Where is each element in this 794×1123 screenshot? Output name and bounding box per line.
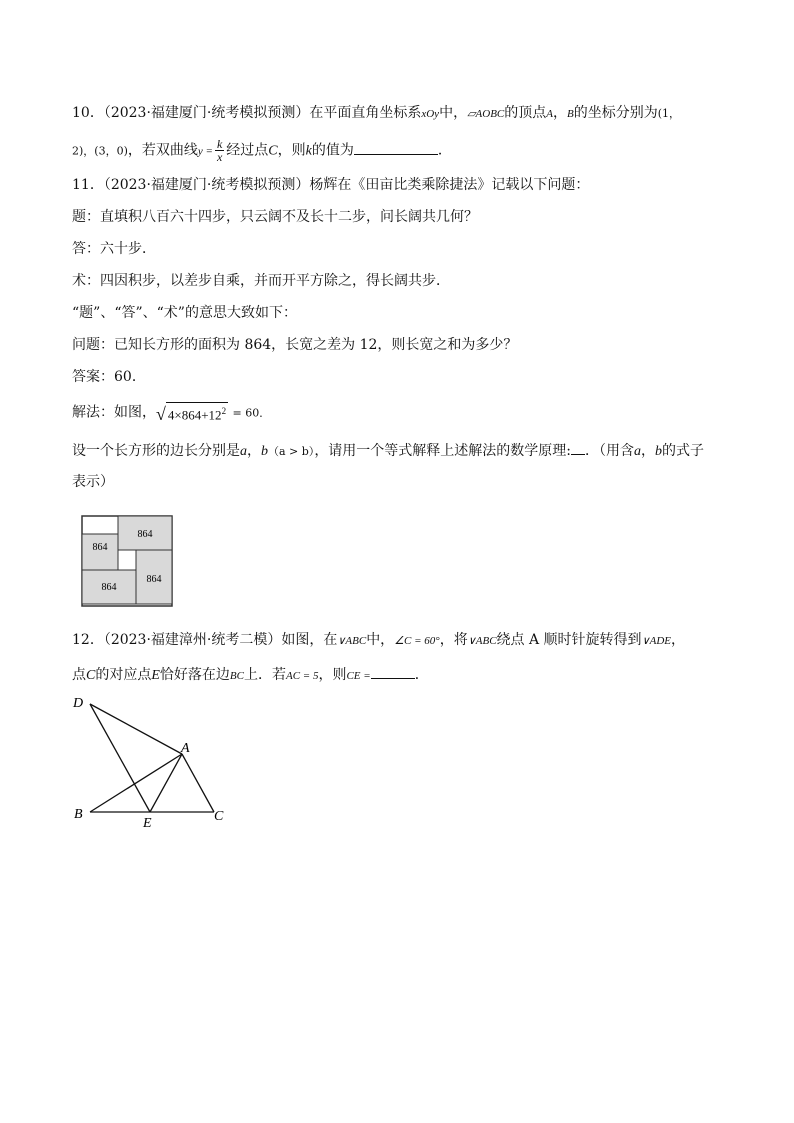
- q11-daan: 答案：60．: [72, 369, 146, 385]
- q11-intro: 杨辉在《田亩比类乘除捷法》记载以下问题：: [309, 177, 590, 193]
- q12-triangle-ade: ∨ADE: [641, 635, 671, 647]
- q10-coord-system: xOy: [421, 108, 440, 120]
- q11-comma: ，: [641, 443, 656, 459]
- q12-text: 上．若: [243, 667, 286, 683]
- q12-line1: [72, 630, 685, 651]
- q11-comma: ，: [247, 443, 261, 459]
- q10-text: ，: [553, 105, 567, 121]
- q10-frac-num: k: [216, 137, 223, 151]
- q12-text: 的对应点: [95, 667, 152, 683]
- q10-text: ，则: [277, 142, 306, 159]
- q10-point-a: A: [546, 108, 553, 120]
- q12-angle: ∠C = 60°: [394, 635, 440, 647]
- q12-end: ．: [414, 667, 429, 683]
- q12-line2: [72, 664, 429, 686]
- area-label: 864: [101, 582, 117, 593]
- segment-ac: [182, 754, 214, 812]
- label-e: E: [143, 816, 152, 831]
- q10-text: 中，: [439, 105, 468, 121]
- q12-source: （2023·福建漳州·统考二模）: [103, 632, 282, 648]
- q12-ac-value: AC = 5: [285, 670, 319, 682]
- q12-side-bc: BC: [229, 670, 244, 682]
- q12-answer-blank[interactable]: [371, 664, 415, 679]
- area-label: 864: [146, 574, 162, 585]
- q10-parallelogram: ▱AOBC: [467, 108, 505, 120]
- q12-number: 12．: [72, 632, 104, 648]
- q10-frac-den: x: [216, 150, 223, 164]
- q11-condition: （a > b）: [268, 445, 315, 458]
- q12-triangle-abc: ∨ABC: [467, 635, 497, 647]
- q11-setup-text: 设一个长方形的边长分别是: [72, 443, 240, 459]
- q12-text: ，则: [318, 667, 347, 683]
- q11-setup: [72, 440, 704, 462]
- q11-jiefa: [72, 402, 270, 424]
- q11-jiefa-label: 解法：如图，: [72, 404, 156, 421]
- q12-triangle-abc: ∨ABC: [337, 635, 367, 647]
- q12-ce-label: CE =: [346, 670, 371, 682]
- q10-number: 10．: [72, 105, 104, 121]
- area-label: 864: [137, 529, 153, 540]
- label-d: D: [73, 696, 84, 711]
- q11-setup-text: 的式子: [662, 443, 705, 459]
- q12-text: ，: [671, 632, 685, 648]
- q12-text: 中，: [366, 632, 395, 648]
- q11-setup-text: ．（用含: [585, 443, 635, 459]
- q10-line1: [72, 103, 680, 124]
- label-c: C: [214, 809, 224, 824]
- q11-setup-line2: 表示）: [72, 474, 114, 490]
- q10-point-b: B: [567, 108, 574, 120]
- segment-ae: [150, 754, 182, 812]
- q11-sqrt-expr: 4×864+12: [167, 407, 222, 423]
- q10-coords: 2)，(3，0): [72, 144, 128, 158]
- q10-text: 的坐标分别为: [573, 105, 658, 121]
- q10-line2: [72, 138, 452, 163]
- q11-da: 答：六十步．: [72, 241, 156, 257]
- q12-text: 点: [72, 667, 86, 683]
- q12-figure: [68, 690, 238, 835]
- q11-var-b: b: [261, 444, 268, 459]
- q11-var-a: a: [240, 444, 247, 459]
- q10-source: （2023·福建厦门·统考模拟预测）: [103, 105, 310, 121]
- q11-figure: [80, 514, 176, 610]
- q11-answer-blank[interactable]: [571, 440, 585, 455]
- q12-point-e: E: [151, 668, 160, 683]
- q10-text: 的顶点: [504, 105, 547, 121]
- q11-number: 11．: [72, 177, 104, 193]
- center-square: [118, 550, 136, 570]
- q11-sqrt: [156, 402, 228, 423]
- q10-y-eq: y =: [197, 145, 213, 158]
- q10-point-c: C: [268, 143, 278, 159]
- q10-text: ，若双曲线: [127, 142, 198, 159]
- q10-text: 的值为: [311, 142, 354, 159]
- q11-shu: 术：四因积步，以差步自乘，并而开平方除之，得长阔共步．: [72, 273, 450, 289]
- q12-text: 恰好落在边: [159, 667, 230, 683]
- q10-coord-a: (1，: [657, 107, 681, 120]
- q11-var-b: b: [655, 444, 663, 459]
- q12-text: 绕点 A 顺时针旋转得到: [496, 632, 642, 648]
- segment-ba: [90, 754, 182, 812]
- q11-meaning: “题”、“答”、“术”的意思大致如下：: [72, 305, 297, 321]
- area-label: 864: [92, 542, 108, 553]
- q10-answer-blank[interactable]: [354, 140, 438, 155]
- q12-point-c: C: [86, 668, 96, 683]
- q11-wenti: 问题：已知长方形的面积为 864，长宽之差为 12，则长宽之和为多少？: [72, 337, 518, 353]
- q10-fraction: [215, 138, 224, 163]
- q10-text: 经过点: [226, 142, 269, 159]
- q10-k: k: [305, 143, 312, 159]
- q10-text: 在平面直角坐标系: [309, 105, 422, 121]
- q11-var-a: a: [634, 444, 642, 459]
- q10-end: ．: [437, 142, 452, 159]
- q11-sqrt-result: = 60．: [232, 406, 271, 420]
- sqrt-icon: √: [156, 404, 166, 425]
- q11-setup-text: ，请用一个等式解释上述解法的数学原理:: [314, 443, 572, 459]
- q11-ti: 题：直填积八百六十四步，只云阔不及长十二步，问长阔共几何？: [72, 209, 478, 225]
- label-a: A: [181, 741, 190, 756]
- q12-text: 如图，在: [281, 632, 338, 648]
- q11-sqrt-exp: 2: [221, 406, 227, 416]
- label-b: B: [74, 807, 83, 822]
- q12-text: ，将: [439, 632, 468, 648]
- q11-source: （2023·福建厦门·统考模拟预测）: [103, 177, 310, 193]
- q11-line1: [72, 175, 589, 195]
